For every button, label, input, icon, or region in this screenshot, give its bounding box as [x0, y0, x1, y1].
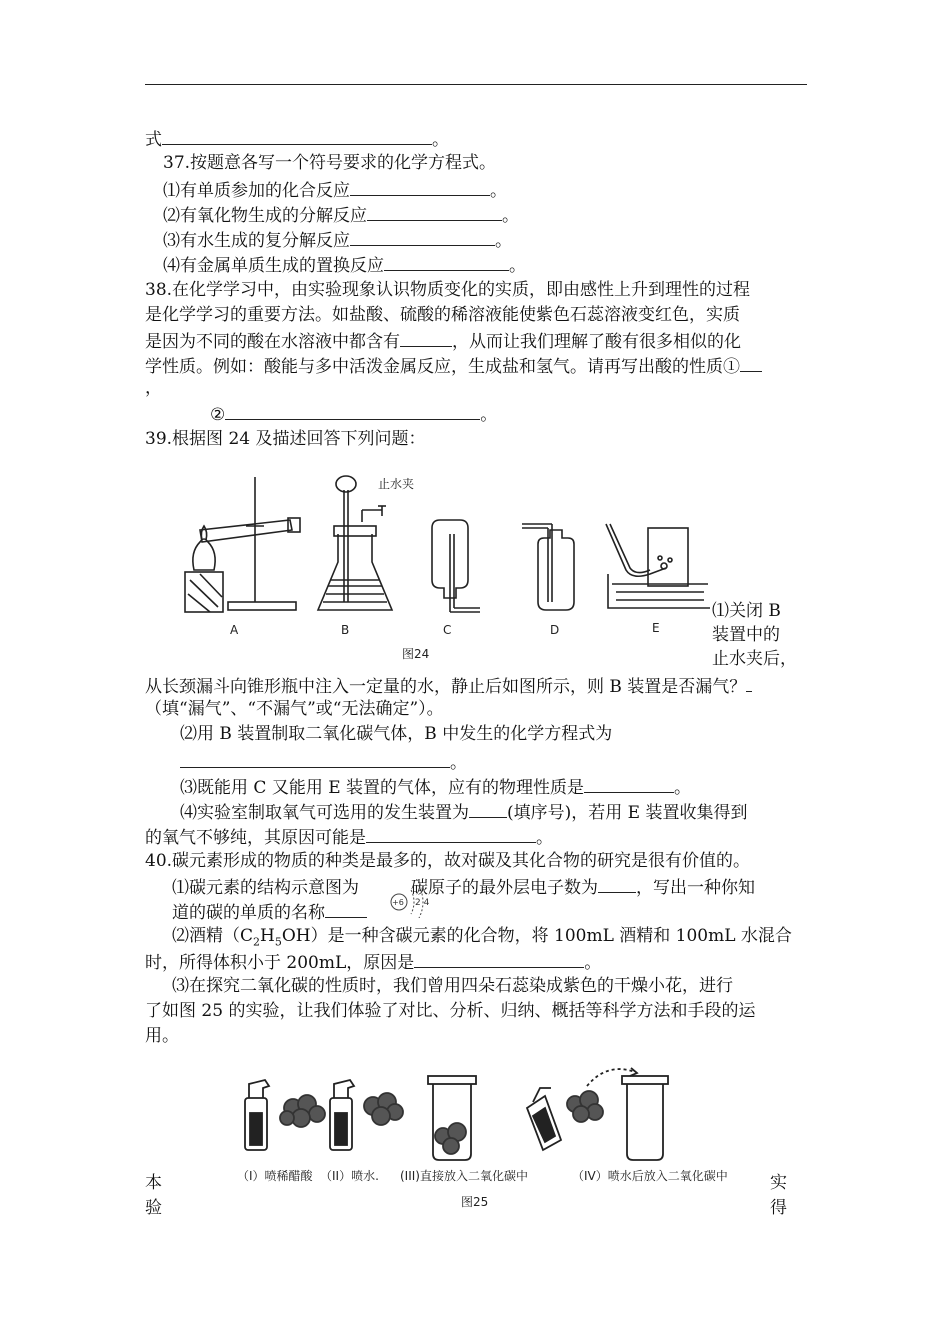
jar-3: [428, 1076, 476, 1160]
fig25-label-1: （I）喷稀醋酸: [237, 1169, 313, 1183]
q37-title: 37.按题意各写一个符号要求的化学方程式。: [163, 153, 497, 173]
q39-p1-side-1: ⑴关闭 B: [712, 601, 781, 621]
apparatus-e: [606, 524, 710, 608]
apparatus-c: [432, 520, 480, 612]
q39-p2-answer: 。: [180, 750, 467, 774]
q37-item-1: ⑴有单质参加的化合反应 。: [163, 178, 507, 202]
right-side-char-2: 得: [770, 1198, 787, 1218]
q39-title: 39.根据图 24 及描述回答下列问题：: [145, 429, 426, 449]
q40-p1-line-2: 道的碳的单质的名称: [172, 900, 367, 924]
answer-blank[interactable]: [180, 750, 450, 768]
flower-2: [364, 1093, 403, 1125]
label-e: E: [652, 621, 660, 635]
answer-blank[interactable]: [384, 253, 509, 271]
apparatus-a: [185, 477, 300, 612]
q38-line-3: 是因为不同的酸在水溶液中都含有 ，从而让我们理解了酸有很多相似的化: [145, 329, 741, 353]
fig25-label-2: （II）喷水.: [320, 1169, 379, 1183]
apparatus-d: [522, 524, 574, 610]
label-c: C: [443, 623, 452, 637]
q40-p3-line-3: 用。: [145, 1026, 179, 1046]
prev-answer-line: 式 。: [145, 127, 449, 151]
flower-1: [280, 1095, 325, 1127]
label-d: D: [550, 623, 560, 637]
q40-p3-line-2: 了如图 25 的实验，让我们体验了对比、分析、归纳、概括等科学方法和手段的运: [145, 1001, 756, 1021]
answer-blank[interactable]: [400, 329, 452, 347]
spray-bottle-1: [245, 1080, 269, 1150]
fig25-label-4: （IV）喷水后放入二氧化碳中: [572, 1169, 728, 1183]
q38-line-2: 是化学学习的重要方法。如盐酸、硫酸的稀溶液能使紫色石蕊溶液变红色，实质: [145, 305, 740, 325]
answer-blank[interactable]: [584, 775, 674, 793]
q37-item-4: ⑷有金属单质生成的置换反应 。: [163, 253, 526, 277]
left-side-char-2: 验: [145, 1198, 162, 1218]
q40-p2-line-2: 时，所得体积小于 200mL，原因是 。: [145, 950, 601, 974]
q40-p3-line-1: ⑶在探究二氧化碳的性质时，我们曾用四朵石蕊染成紫色的干燥小花，进行: [172, 976, 733, 996]
q39-p3: ⑶既能用 C 又能用 E 装置的气体，应有的物理性质是 。: [180, 775, 691, 799]
figure-25: [235, 1058, 755, 1218]
q39-p1-fill: （填“漏气”、“不漏气”或“无法确定”）。: [145, 699, 444, 719]
answer-blank[interactable]: [598, 875, 636, 893]
q38-line-4: 学性质。例如：酸能与多中活泼金属反应，生成盐和氢气。请再写出酸的性质①: [145, 354, 762, 378]
answer-blank[interactable]: [350, 228, 495, 246]
arrow-head: [630, 1068, 637, 1076]
spray-bottle-4: [527, 1088, 561, 1150]
figure-24: [180, 462, 710, 667]
answer-blank[interactable]: [469, 800, 507, 818]
q39-p1-line: 从长颈漏斗向锥形瓶中注入一定量的水，静止后如图所示，则 B 装置是否漏气？: [145, 674, 752, 698]
figure-24-caption: 图24: [402, 647, 430, 661]
q37-item-2: ⑵有氧化物生成的分解反应 。: [163, 203, 519, 227]
fig25-label-3: (III)直接放入二氧化碳中: [400, 1169, 528, 1183]
flower-4: [567, 1091, 603, 1122]
header-rule: [145, 84, 807, 85]
q39-p1-side-2: 装置中的: [712, 625, 780, 645]
prev-tail: 式: [145, 130, 162, 150]
q38-line-1: 38.在化学学习中，由实验现象认识物质变化的实质，即由感性上升到理性的过程: [145, 280, 751, 300]
label-b: B: [341, 623, 350, 637]
q38-item-2: ② 。: [210, 402, 497, 426]
answer-blank[interactable]: [162, 127, 432, 145]
right-side-char-1: 实: [770, 1173, 787, 1193]
figure-25-caption: 图25: [461, 1195, 489, 1209]
q39-p4-line-2: 的氧气不够纯，其原因可能是 。: [145, 825, 553, 849]
answer-blank[interactable]: [414, 950, 584, 968]
answer-blank[interactable]: [367, 203, 502, 221]
atom-shells: 2 4: [415, 898, 430, 908]
carbon-atom-diagram: [385, 876, 437, 918]
left-side-char-1: 本: [145, 1173, 162, 1193]
q39-p2: ⑵用 B 装置制取二氧化碳气体，B 中发生的化学方程式为: [180, 724, 613, 744]
q39-p1-side-3: 止水夹后，: [712, 649, 797, 669]
spray-bottle-2: [330, 1080, 354, 1150]
atom-nucleus: +6: [392, 898, 404, 907]
answer-blank[interactable]: [225, 402, 480, 420]
q37-item-3: ⑶有水生成的复分解反应 。: [163, 228, 512, 252]
q40-p2-line-1: ⑵酒精$(C_2H_5OH)$是一种含碳元素的化合物，将 100mL 酒精和 100mL 水混合: [172, 926, 792, 949]
answer-blank[interactable]: [350, 178, 490, 196]
clip-label: 止水夹: [378, 477, 415, 491]
answer-blank[interactable]: [740, 354, 762, 372]
apparatus-b: [318, 476, 392, 610]
answer-blank[interactable]: [366, 825, 536, 843]
q40-title: 40.碳元素形成的物质的种类是最多的，故对碳及其化合物的研究是很有价值的。: [145, 851, 751, 871]
q38-comma: ，: [145, 378, 162, 398]
q40-p1-line-1: ⑴碳元素的结构示意图为 碳原子的最外层电子数为 ，写出一种你知: [172, 875, 755, 899]
label-a: A: [230, 623, 239, 637]
answer-blank[interactable]: [746, 674, 752, 692]
jar-4: [622, 1076, 668, 1160]
q39-p4-line-1: ⑷实验室制取氧气可选用的发生装置为 (填序号)，若用 E 装置收集得到: [180, 800, 747, 824]
answer-blank[interactable]: [325, 900, 367, 918]
